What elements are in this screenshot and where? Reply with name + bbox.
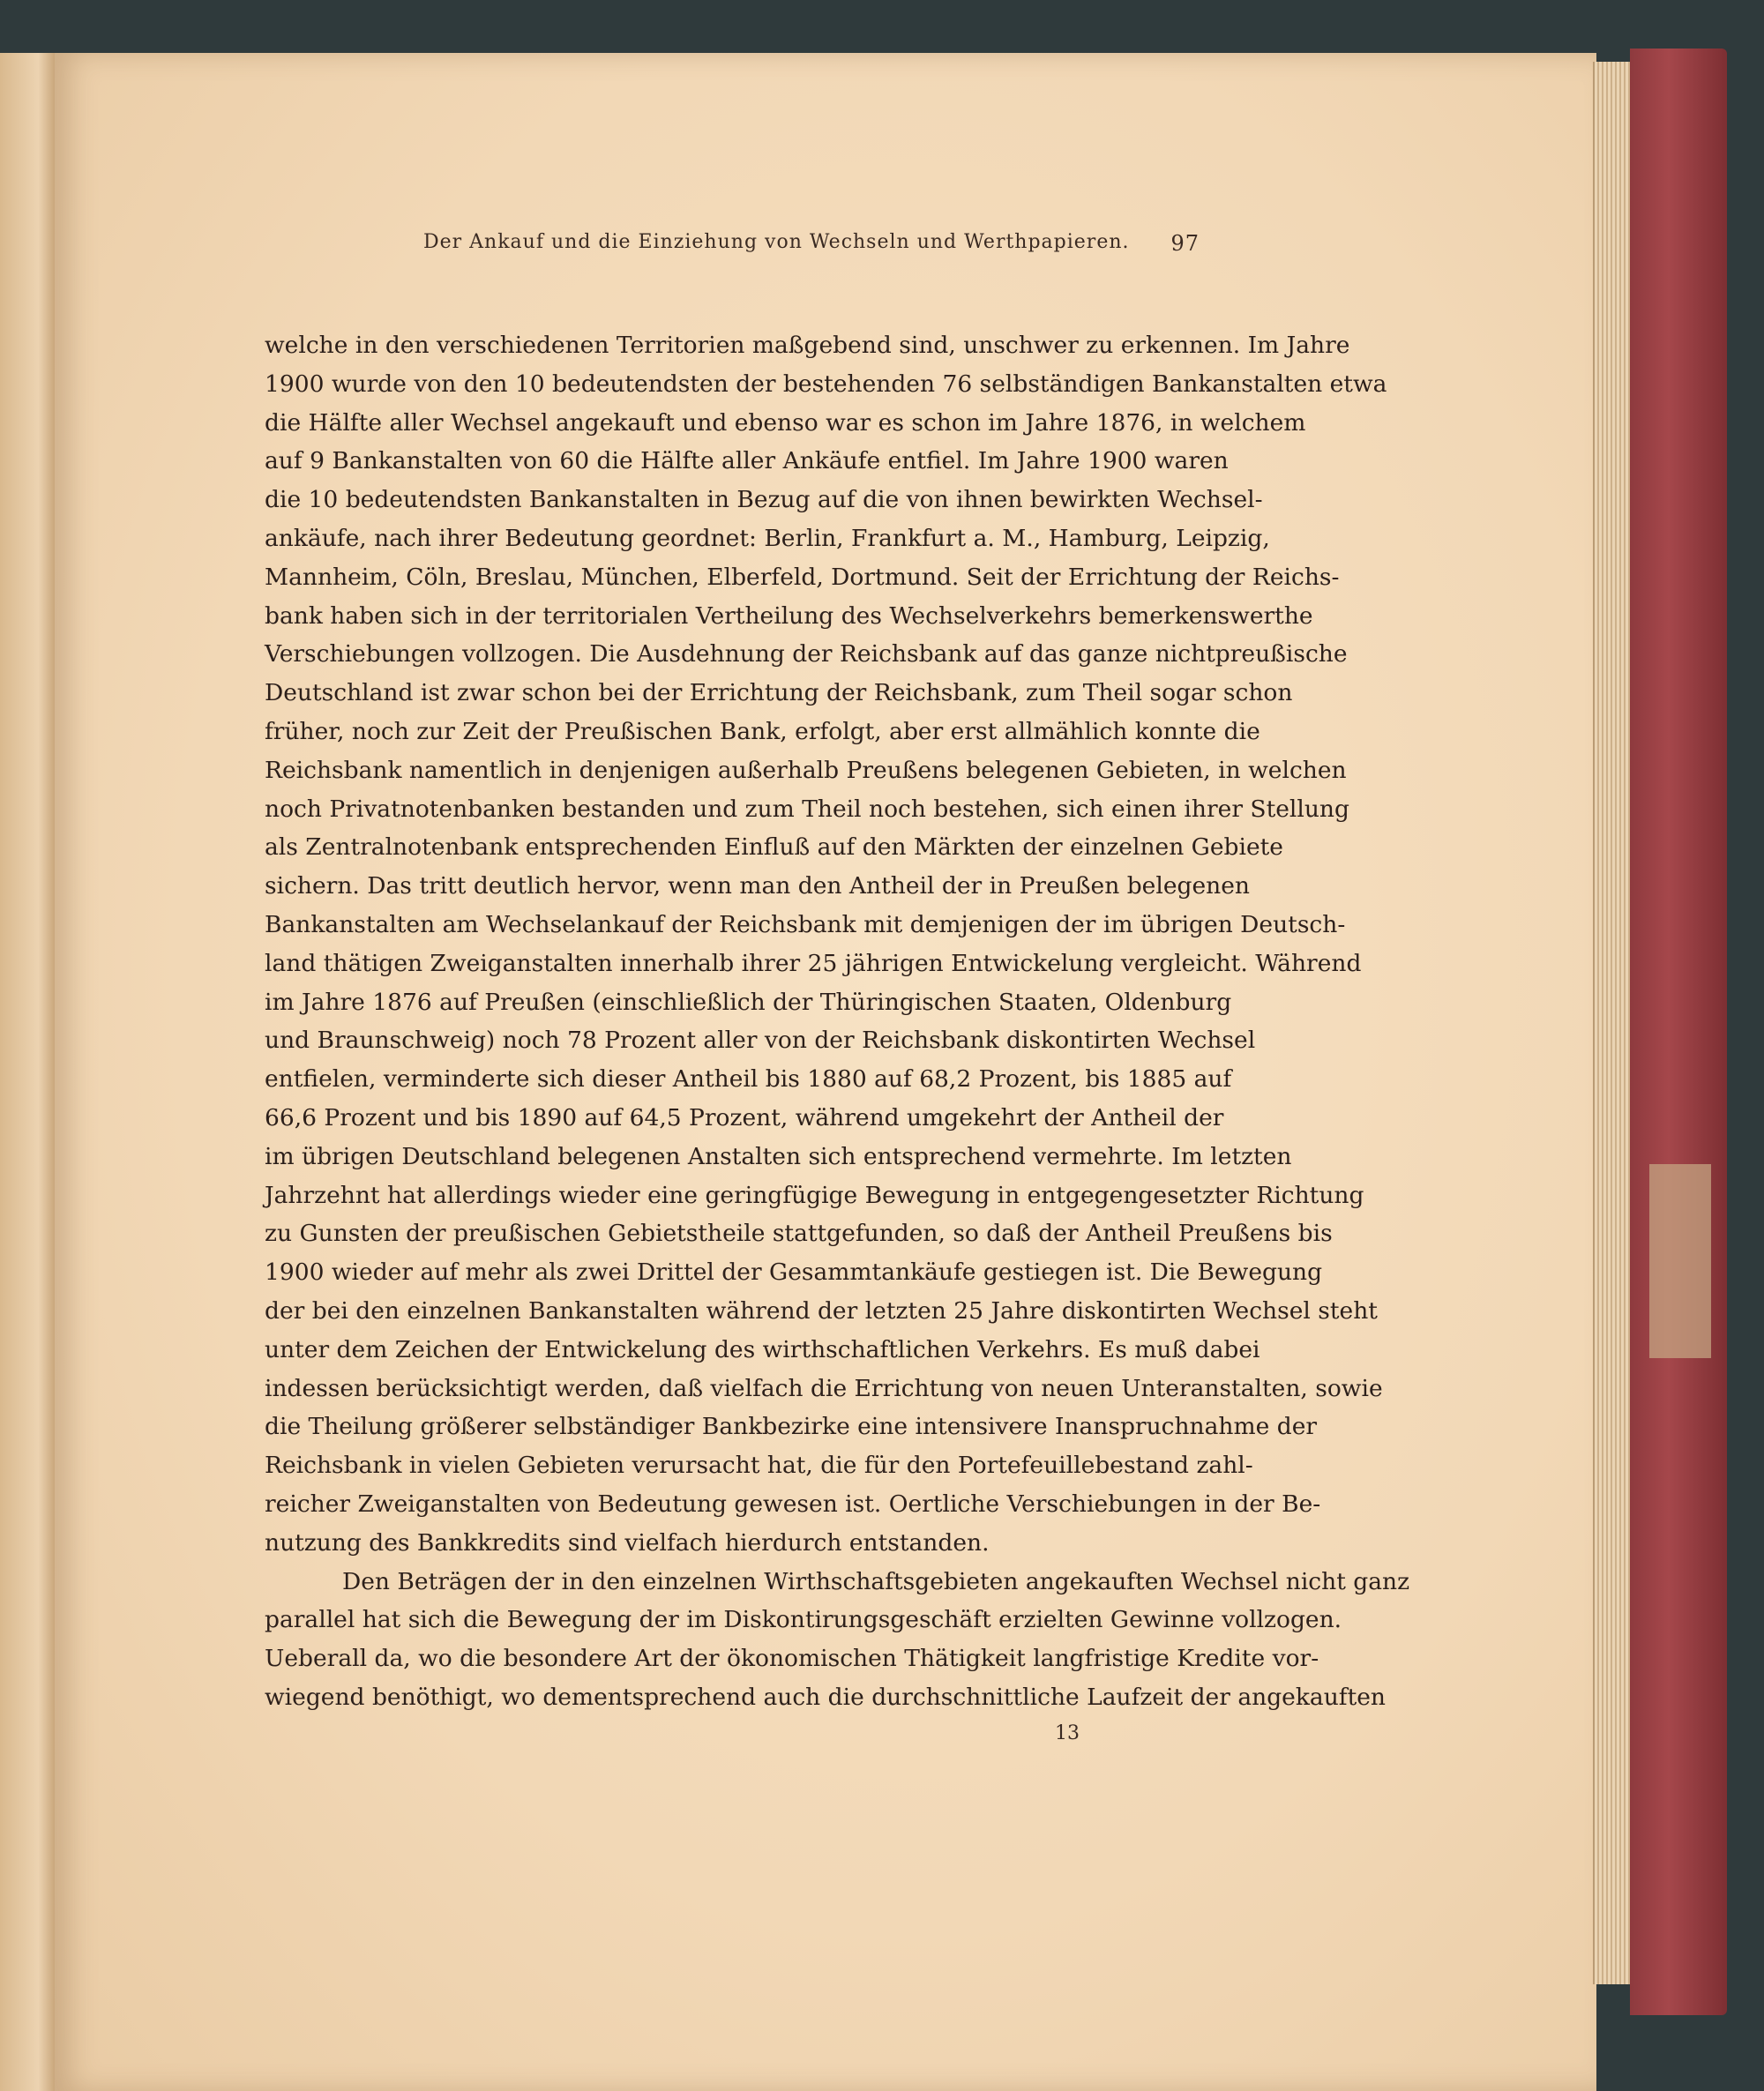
text-line: im übrigen Deutschland belegenen Anstalten sich entsprechend vermehrte. Im letzten <box>265 1142 1292 1170</box>
text-line: auf 9 Bankanstalten von 60 die Hälfte aller Ankäufe entfiel. Im Jahre 1900 waren <box>265 447 1229 475</box>
signature-mark: 13 <box>1055 1722 1080 1744</box>
running-head <box>423 231 1200 266</box>
paragraph <box>265 326 1387 1563</box>
text-line: die Theilung größerer selbständiger Bankbezirke eine intensivere Inanspruchnahme der <box>265 1413 1318 1441</box>
text-line: Jahrzehnt hat allerdings wieder eine geringfügige Bewegung in entgegengesetzter Richtung <box>265 1181 1364 1209</box>
text-line: Bankanstalten am Wechselankauf der Reichsbank mit demjenigen der im übrigen Deutsch- <box>265 910 1346 938</box>
text-line: Reichsbank in vielen Gebieten verursacht hat, die für den Portefeuillebestand zahl- <box>265 1452 1253 1480</box>
text-line: land thätigen Zweiganstalten innerhalb ihrer 25 jährigen Entwickelung vergleicht. Während <box>265 949 1362 977</box>
text-line: zu Gunsten der preußischen Gebietstheile stattgefunden, so daß der Antheil Preußens bis <box>265 1220 1333 1248</box>
text-line: Verschiebungen vollzogen. Die Ausdehnung der Reichsbank auf das ganze nichtpreußische <box>265 640 1348 668</box>
text-line: die Hälfte aller Wechsel angekauft und ebenso war es schon im Jahre 1876, in welchem <box>265 408 1306 437</box>
text-line: als Zentralnotenbank entsprechenden Einfluß auf den Märkten der einzelnen Gebiete <box>265 833 1283 862</box>
text-line: ankäufe, nach ihrer Bedeutung geordnet: Berlin, Frankfurt a. M., Hamburg, Leipzig, <box>265 524 1270 552</box>
text-line: 1900 wieder auf mehr als zwei Drittel der Gesammtankäufe gestiegen ist. Die Bewegung <box>265 1258 1323 1287</box>
text-line: welche in den verschiedenen Territorien maßgebend sind, unschwer zu erkennen. Im Jahre <box>265 332 1350 359</box>
left-page-edge <box>0 53 56 2091</box>
paragraph <box>265 1563 1410 1717</box>
text-line: wiegend benöthigt, wo dementsprechend auch die durchschnittliche Laufzeit der angekauften <box>265 1683 1386 1711</box>
text-line: unter dem Zeichen der Entwickelung des wirthschaftlichen Verkehrs. Es muß dabei <box>265 1335 1260 1363</box>
text-line: entfielen, verminderte sich dieser Antheil bis 1880 auf 68,2 Prozent, bis 1885 auf <box>265 1065 1232 1094</box>
page-number: 97 <box>1170 231 1200 256</box>
text-line: Den Beträgen der in den einzelnen Wirthschaftsgebieten angekauften Wechsel nicht ganz <box>342 1567 1410 1595</box>
text-line: 1900 wurde von den 10 bedeutendsten der bestehenden 76 selbständigen Bankanstalten etwa <box>265 370 1387 398</box>
cover-wear-patch <box>1649 1164 1711 1358</box>
running-head-title: Der Ankauf und die Einziehung von Wechseln und Werthpapieren. <box>423 231 1130 253</box>
text-line: nutzung des Bankkredits sind vielfach hierdurch entstanden. <box>265 1528 990 1557</box>
text-line: 66,6 Prozent und bis 1890 auf 64,5 Prozent, während umgekehrt der Antheil der <box>265 1103 1224 1131</box>
text-line: Mannheim, Cöln, Breslau, München, Elberfeld, Dortmund. Seit der Errichtung der Reichs- <box>265 563 1340 591</box>
text-line: Deutschland ist zwar schon bei der Errichtung der Reichsbank, zum Theil sogar schon <box>265 679 1293 707</box>
text-line: parallel hat sich die Bewegung der im Diskontirungsgeschäft erzielten Gewinne vollzogen. <box>265 1606 1342 1634</box>
text-line: im Jahre 1876 auf Preußen (einschließlich der Thüringischen Staaten, Oldenburg <box>265 988 1232 1016</box>
text-line: Ueberall da, wo die besondere Art der ökonomischen Thätigkeit langfristige Kredite vor- <box>265 1645 1319 1673</box>
text-line: die 10 bedeutendsten Bankanstalten in Bezug auf die von ihnen bewirkten Wechsel- <box>265 486 1263 514</box>
text-line: noch Privatnotenbanken bestanden und zum Theil noch bestehen, sich einen ihrer Stellung <box>265 795 1349 823</box>
book-cover <box>1630 49 1727 2015</box>
text-line: der bei den einzelnen Bankanstalten während der letzten 25 Jahre diskontirten Wechsel steht <box>265 1296 1378 1325</box>
text-line: sichern. Das tritt deutlich hervor, wenn man den Antheil der in Preußen belegenen <box>265 872 1250 900</box>
text-line: bank haben sich in der territorialen Vertheilung des Wechselverkehrs bemerkenswerthe <box>265 601 1313 630</box>
text-line: Reichsbank namentlich in denjenigen außerhalb Preußens belegenen Gebieten, in welchen <box>265 756 1347 784</box>
body-text <box>265 326 1410 1717</box>
text-line: indessen berücksichtigt werden, daß vielfach die Errichtung von neuen Unteranstalten, sowie <box>265 1374 1383 1402</box>
text-line: reicher Zweiganstalten von Bedeutung gewesen ist. Oertliche Verschiebungen in der Be- <box>265 1490 1321 1518</box>
text-line: früher, noch zur Zeit der Preußischen Bank, erfolgt, aber erst allmählich konnte die <box>265 717 1260 745</box>
text-line: und Braunschweig) noch 78 Prozent aller von der Reichsbank diskontirten Wechsel <box>265 1027 1256 1055</box>
